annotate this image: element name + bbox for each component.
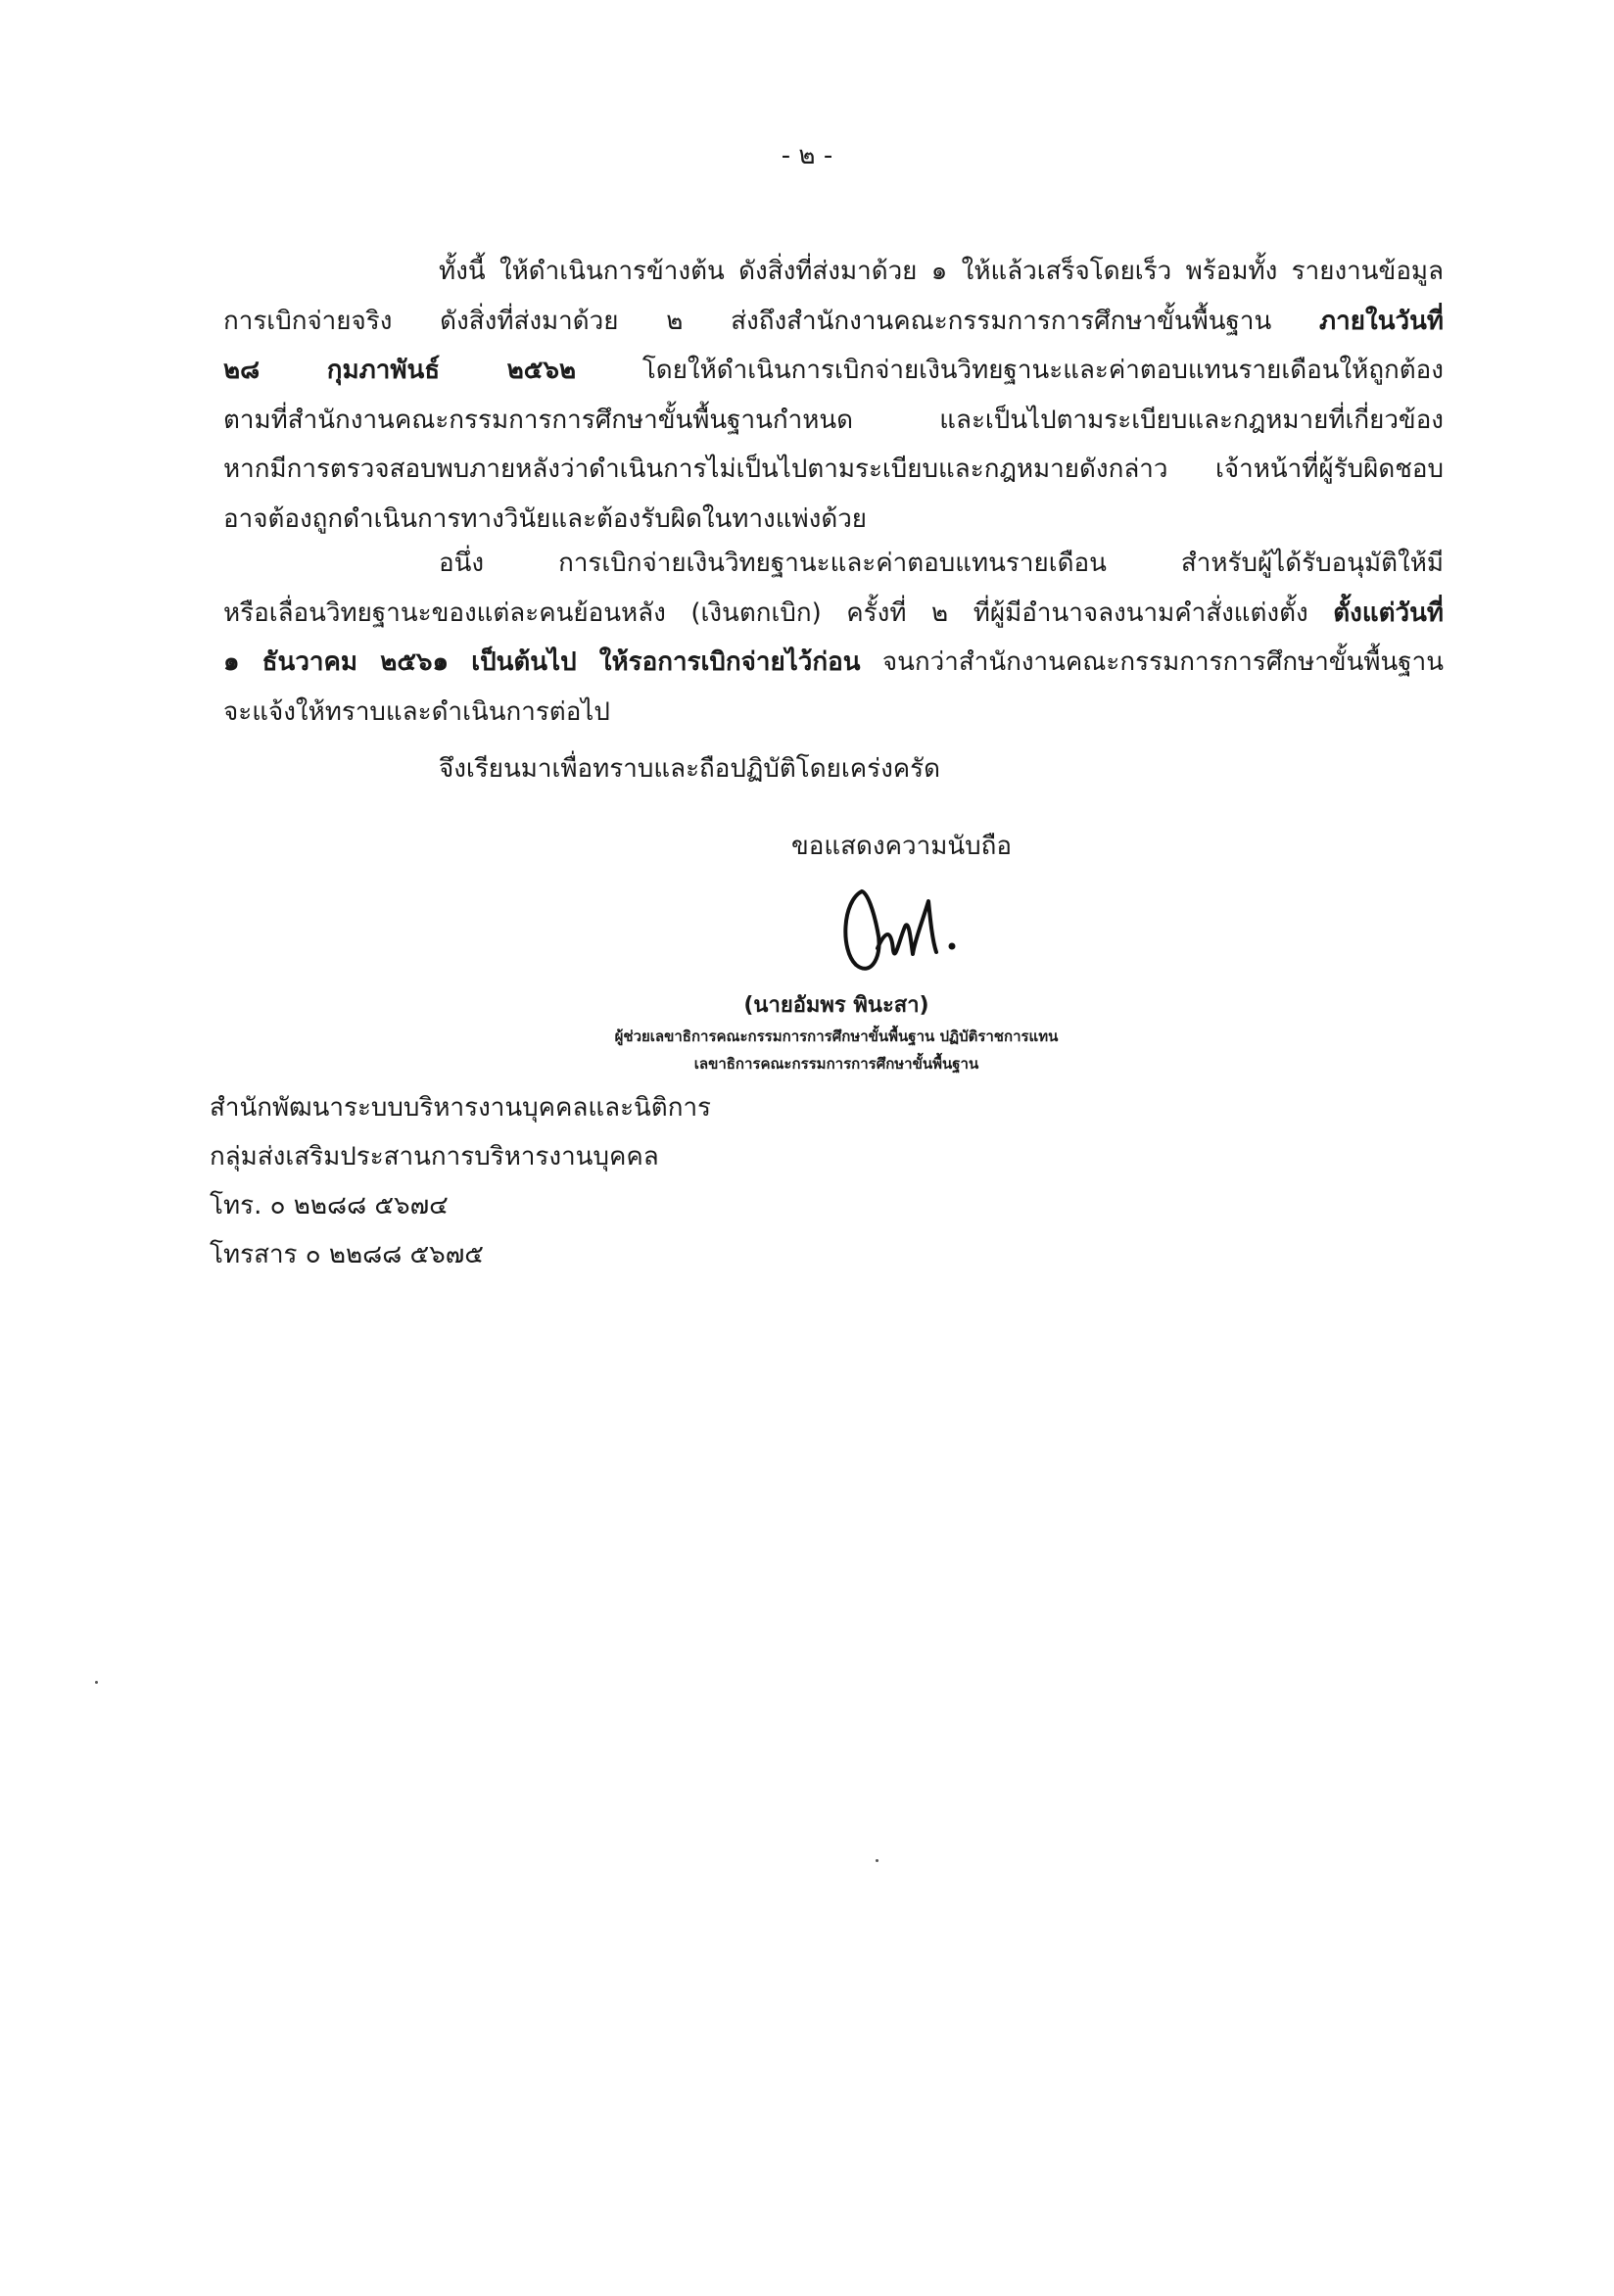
- footer-group: กลุ่มส่งเสริมประสานการบริหารงานบุคคล: [210, 1142, 659, 1172]
- footer-fax: โทรสาร ๐ ๒๒๘๘ ๕๖๗๕: [210, 1240, 484, 1269]
- text-segment: อาจต้องถูกดำเนินการทางวินัยและต้องรับผิดในทางแพ่งด้วย: [223, 503, 868, 534]
- paragraph-line: [223, 396, 1444, 446]
- signer-title-line-1: ผู้ช่วยเลขาธิการคณะกรรมการการศึกษาขั้นพื้นฐาน ปฏิบัติราชการแทน: [614, 1028, 1059, 1045]
- body-paragraph-2: [223, 539, 1444, 737]
- text-segment: หากมีการตรวจสอบพบภายหลังว่าดำเนินการไม่เป็นไปตามระเบียบและกฎหมายดังกล่าว เจ้าหน้าที่ผู้รับผิดชอบ: [223, 454, 1444, 484]
- paragraph-line: [223, 539, 1444, 589]
- scan-speck: [876, 1859, 878, 1862]
- signer-name: (นายอัมพร พินะสา): [743, 993, 929, 1018]
- text-segment: จะแจ้งให้ทราบและดำเนินการต่อไป: [223, 696, 610, 727]
- bold-text: ภายในวันที่: [1319, 306, 1444, 336]
- bold-text: ๑ ธันวาคม ๒๕๖๑ เป็นต้นไป ให้รอการเบิกจ่ายไว้ก่อน: [223, 647, 861, 677]
- paragraph-line: [223, 445, 1444, 495]
- signer-title-line-2: เลขาธิการคณะกรรมการการศึกษาขั้นพื้นฐาน: [693, 1055, 979, 1073]
- page-number: - ๒ -: [781, 141, 833, 170]
- text-segment: ตามที่สำนักงานคณะกรรมการการศึกษาขั้นพื้นฐานกำหนด และเป็นไปตามระเบียบและกฎหมายที่เกี่ยวข้อง: [223, 405, 1444, 435]
- bold-text: ตั้งแต่วันที่: [1333, 598, 1444, 628]
- footer-office: สำนักพัฒนาระบบบริหารงานบุคคลและนิติการ: [210, 1093, 712, 1123]
- regards-line: ขอแสดงความนับถือ: [791, 832, 1012, 861]
- paragraph-line: [223, 346, 1444, 396]
- text-segment: หรือเลื่อนวิทยฐานะของแต่ละคนย้อนหลัง (เงินตกเบิก) ครั้งที่ ๒ ที่ผู้มีอำนาจลงนามคำสั่งแต่งตั้ง: [223, 598, 1334, 628]
- paragraph-line: [223, 247, 1444, 297]
- bold-text: ๒๘ กุมภาพันธ์ ๒๕๖๒: [223, 356, 577, 385]
- text-segment: โดยให้ดำเนินการเบิกจ่ายเงินวิทยฐานะและค่าตอบแทนรายเดือนให้ถูกต้อง: [576, 356, 1444, 385]
- paragraph-line: [223, 688, 1444, 738]
- closing-sentence: จึงเรียนมาเพื่อทราบและถือปฏิบัติโดยเคร่งครัด: [439, 754, 941, 784]
- paragraph-line: [223, 297, 1444, 347]
- paragraph-line: [223, 589, 1444, 639]
- text-segment: ทั้งนี้ ให้ดำเนินการข้างต้น ดังสิ่งที่ส่งมาด้วย ๑ ให้แล้วเสร็จโดยเร็ว พร้อมทั้ง รายงานข้อมูล: [439, 257, 1444, 286]
- footer-contact: [210, 1083, 711, 1279]
- text-segment: การเบิกจ่ายจริง ดังสิ่งที่ส่งมาด้วย ๒ ส่งถึงสำนักงานคณะกรรมการการศึกษาขั้นพื้นฐาน: [223, 306, 1320, 336]
- text-segment: จนกว่าสำนักงานคณะกรรมการการศึกษาขั้นพื้นฐาน: [860, 647, 1444, 677]
- handwritten-signature: [834, 872, 991, 980]
- footer-phone: โทร. ๐ ๒๒๘๘ ๕๖๗๔: [210, 1191, 449, 1220]
- text-segment: อนึ่ง การเบิกจ่ายเงินวิทยฐานะและค่าตอบแทนรายเดือน สำหรับผู้ได้รับอนุมัติให้มี: [439, 549, 1444, 578]
- body-paragraph-1: [223, 247, 1444, 544]
- scan-speck: [95, 1681, 98, 1684]
- paragraph-line: [223, 495, 1444, 545]
- paragraph-line: [223, 638, 1444, 688]
